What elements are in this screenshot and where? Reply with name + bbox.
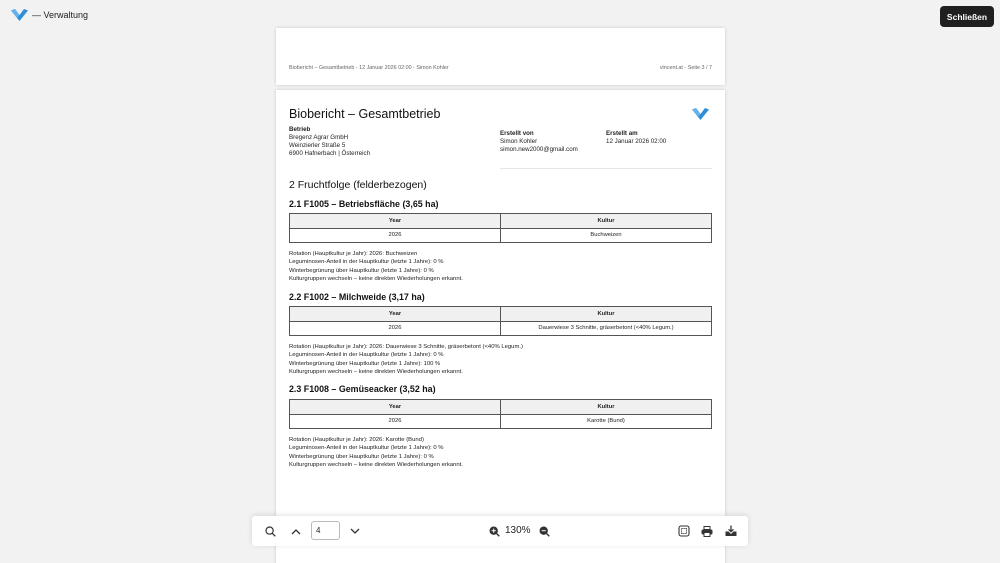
document-title: Biobericht – Gesamtbetrieb (289, 107, 441, 121)
next-page-button[interactable] (347, 516, 363, 546)
crop-table (289, 306, 712, 336)
pdf-toolbar (252, 516, 748, 546)
zoom-in-icon (489, 526, 500, 537)
section-heading: 2 Fruchtfolge (felderbezogen) (289, 179, 427, 191)
betrieb-city: 6900 Hafnerbach | Österreich (289, 150, 371, 158)
print-button[interactable] (700, 516, 714, 546)
logo-icon (692, 108, 709, 120)
divider (500, 168, 712, 169)
note-line: Leguminosen-Anteil in der Hauptkultur (letzte 1 Jahre): 0 % (289, 259, 444, 266)
print-icon (701, 526, 713, 537)
table-row (290, 228, 712, 243)
field-heading: 2.2 F1002 – Milchweide (3,17 ha) (289, 292, 425, 302)
note-line: Winterbegrünung über Hauptkultur (letzte 1 Jahre): 0 % (289, 453, 434, 460)
column-header-crop: Kultur (501, 307, 712, 322)
erstellt-von-name: Simon Kohler (500, 138, 538, 146)
field-notes (289, 250, 463, 283)
betrieb-label: Betrieb (289, 126, 311, 133)
table-header-row (290, 307, 712, 322)
logo-icon (11, 9, 28, 21)
note-line: Kulturgruppen wechseln – keine direkten Wiederholungen erkannt. (289, 461, 463, 468)
table-row (290, 321, 712, 336)
erstellt-von-info (500, 130, 578, 154)
betrieb-name: Bregenz Agrar GmbH (289, 134, 349, 142)
search-icon (265, 526, 276, 537)
note-line: Winterbegrünung über Hauptkultur (letzte 1 Jahre): 0 % (289, 267, 434, 274)
fit-page-icon (678, 525, 690, 537)
table-header-row (290, 214, 712, 229)
field-heading: 2.1 F1005 – Betriebsfläche (3,65 ha) (289, 199, 439, 209)
note-line: Leguminosen-Anteil in der Hauptkultur (letzte 1 Jahre): 0 % (289, 445, 444, 452)
erstellt-von-label: Erstellt von (500, 130, 534, 137)
column-header-year: Year (290, 214, 501, 229)
note-line: Rotation (Hauptkultur je Jahr): 2026: Dauerwiese 3 Schnitte, gräserbetont (<40% Legum.) (289, 344, 523, 350)
zoom-out-button[interactable] (537, 516, 551, 546)
cell-year: 2026 (290, 414, 501, 429)
note-line: Kulturgruppen wechseln – keine direkten Wiederholungen erkannt. (289, 368, 463, 375)
column-header-year: Year (290, 400, 501, 415)
table-row (290, 414, 712, 429)
cell-crop: Karotte (Bund) (501, 414, 712, 429)
note-line: Rotation (Hauptkultur je Jahr): 2026: Karotte (Bund) (289, 437, 424, 443)
chevron-down-icon (350, 528, 360, 535)
page-number-input[interactable] (311, 521, 340, 540)
erstellt-am-label: Erstellt am (606, 130, 638, 137)
betrieb-street: Weinzierler Straße 5 (289, 142, 346, 150)
erstellt-von-email: simon.new2000@gmail.com (500, 146, 578, 154)
column-header-year: Year (290, 307, 501, 322)
note-line: Kulturgruppen wechseln – keine direkten Wiederholungen erkannt. (289, 275, 463, 282)
erstellt-am-date: 12 Januar 2026 02:00 (606, 138, 667, 146)
field-heading: 2.3 F1008 – Gemüseacker (3,52 ha) (289, 384, 436, 394)
cell-year: 2026 (290, 321, 501, 336)
close-button[interactable]: Schließen (940, 6, 994, 27)
pdf-page-4 (276, 90, 725, 563)
note-line: Leguminosen-Anteil in der Hauptkultur (letzte 1 Jahre): 0 % (289, 352, 444, 359)
field-notes (289, 436, 463, 469)
note-line: Winterbegrünung über Hauptkultur (letzte 1 Jahre): 100 % (289, 360, 441, 367)
previous-page-button[interactable] (288, 516, 304, 546)
download-button[interactable] (724, 516, 738, 546)
zoom-level: 130% (505, 525, 531, 536)
brand (11, 9, 88, 21)
betrieb-info (289, 126, 370, 158)
zoom-out-icon (539, 526, 550, 537)
page-footer-right: vincent.at - Seite 3 / 7 (659, 65, 712, 71)
column-header-crop: Kultur (501, 400, 712, 415)
chevron-up-icon (291, 528, 301, 535)
app-title: — Verwaltung (32, 10, 89, 20)
field-notes (289, 343, 523, 376)
page-footer-left: Biobericht – Gesamtbetrieb - 12 Januar 2026 02:00 - Simon Kohler (289, 65, 449, 71)
fit-page-button[interactable] (677, 516, 691, 546)
cell-crop: Dauerwiese 3 Schnitte, gräserbetont (<40% Legum.) (501, 321, 712, 336)
cell-crop: Buchweizen (501, 228, 712, 243)
search-button[interactable] (262, 516, 278, 546)
cell-year: 2026 (290, 228, 501, 243)
pdf-page-3 (276, 28, 725, 85)
zoom-in-button[interactable] (487, 516, 501, 546)
table-header-row (290, 400, 712, 415)
note-line: Rotation (Hauptkultur je Jahr): 2026: Buchweizen (289, 251, 418, 257)
crop-table (289, 399, 712, 429)
download-icon (725, 525, 737, 537)
column-header-crop: Kultur (501, 214, 712, 229)
crop-table (289, 213, 712, 243)
erstellt-am-info (606, 130, 666, 146)
